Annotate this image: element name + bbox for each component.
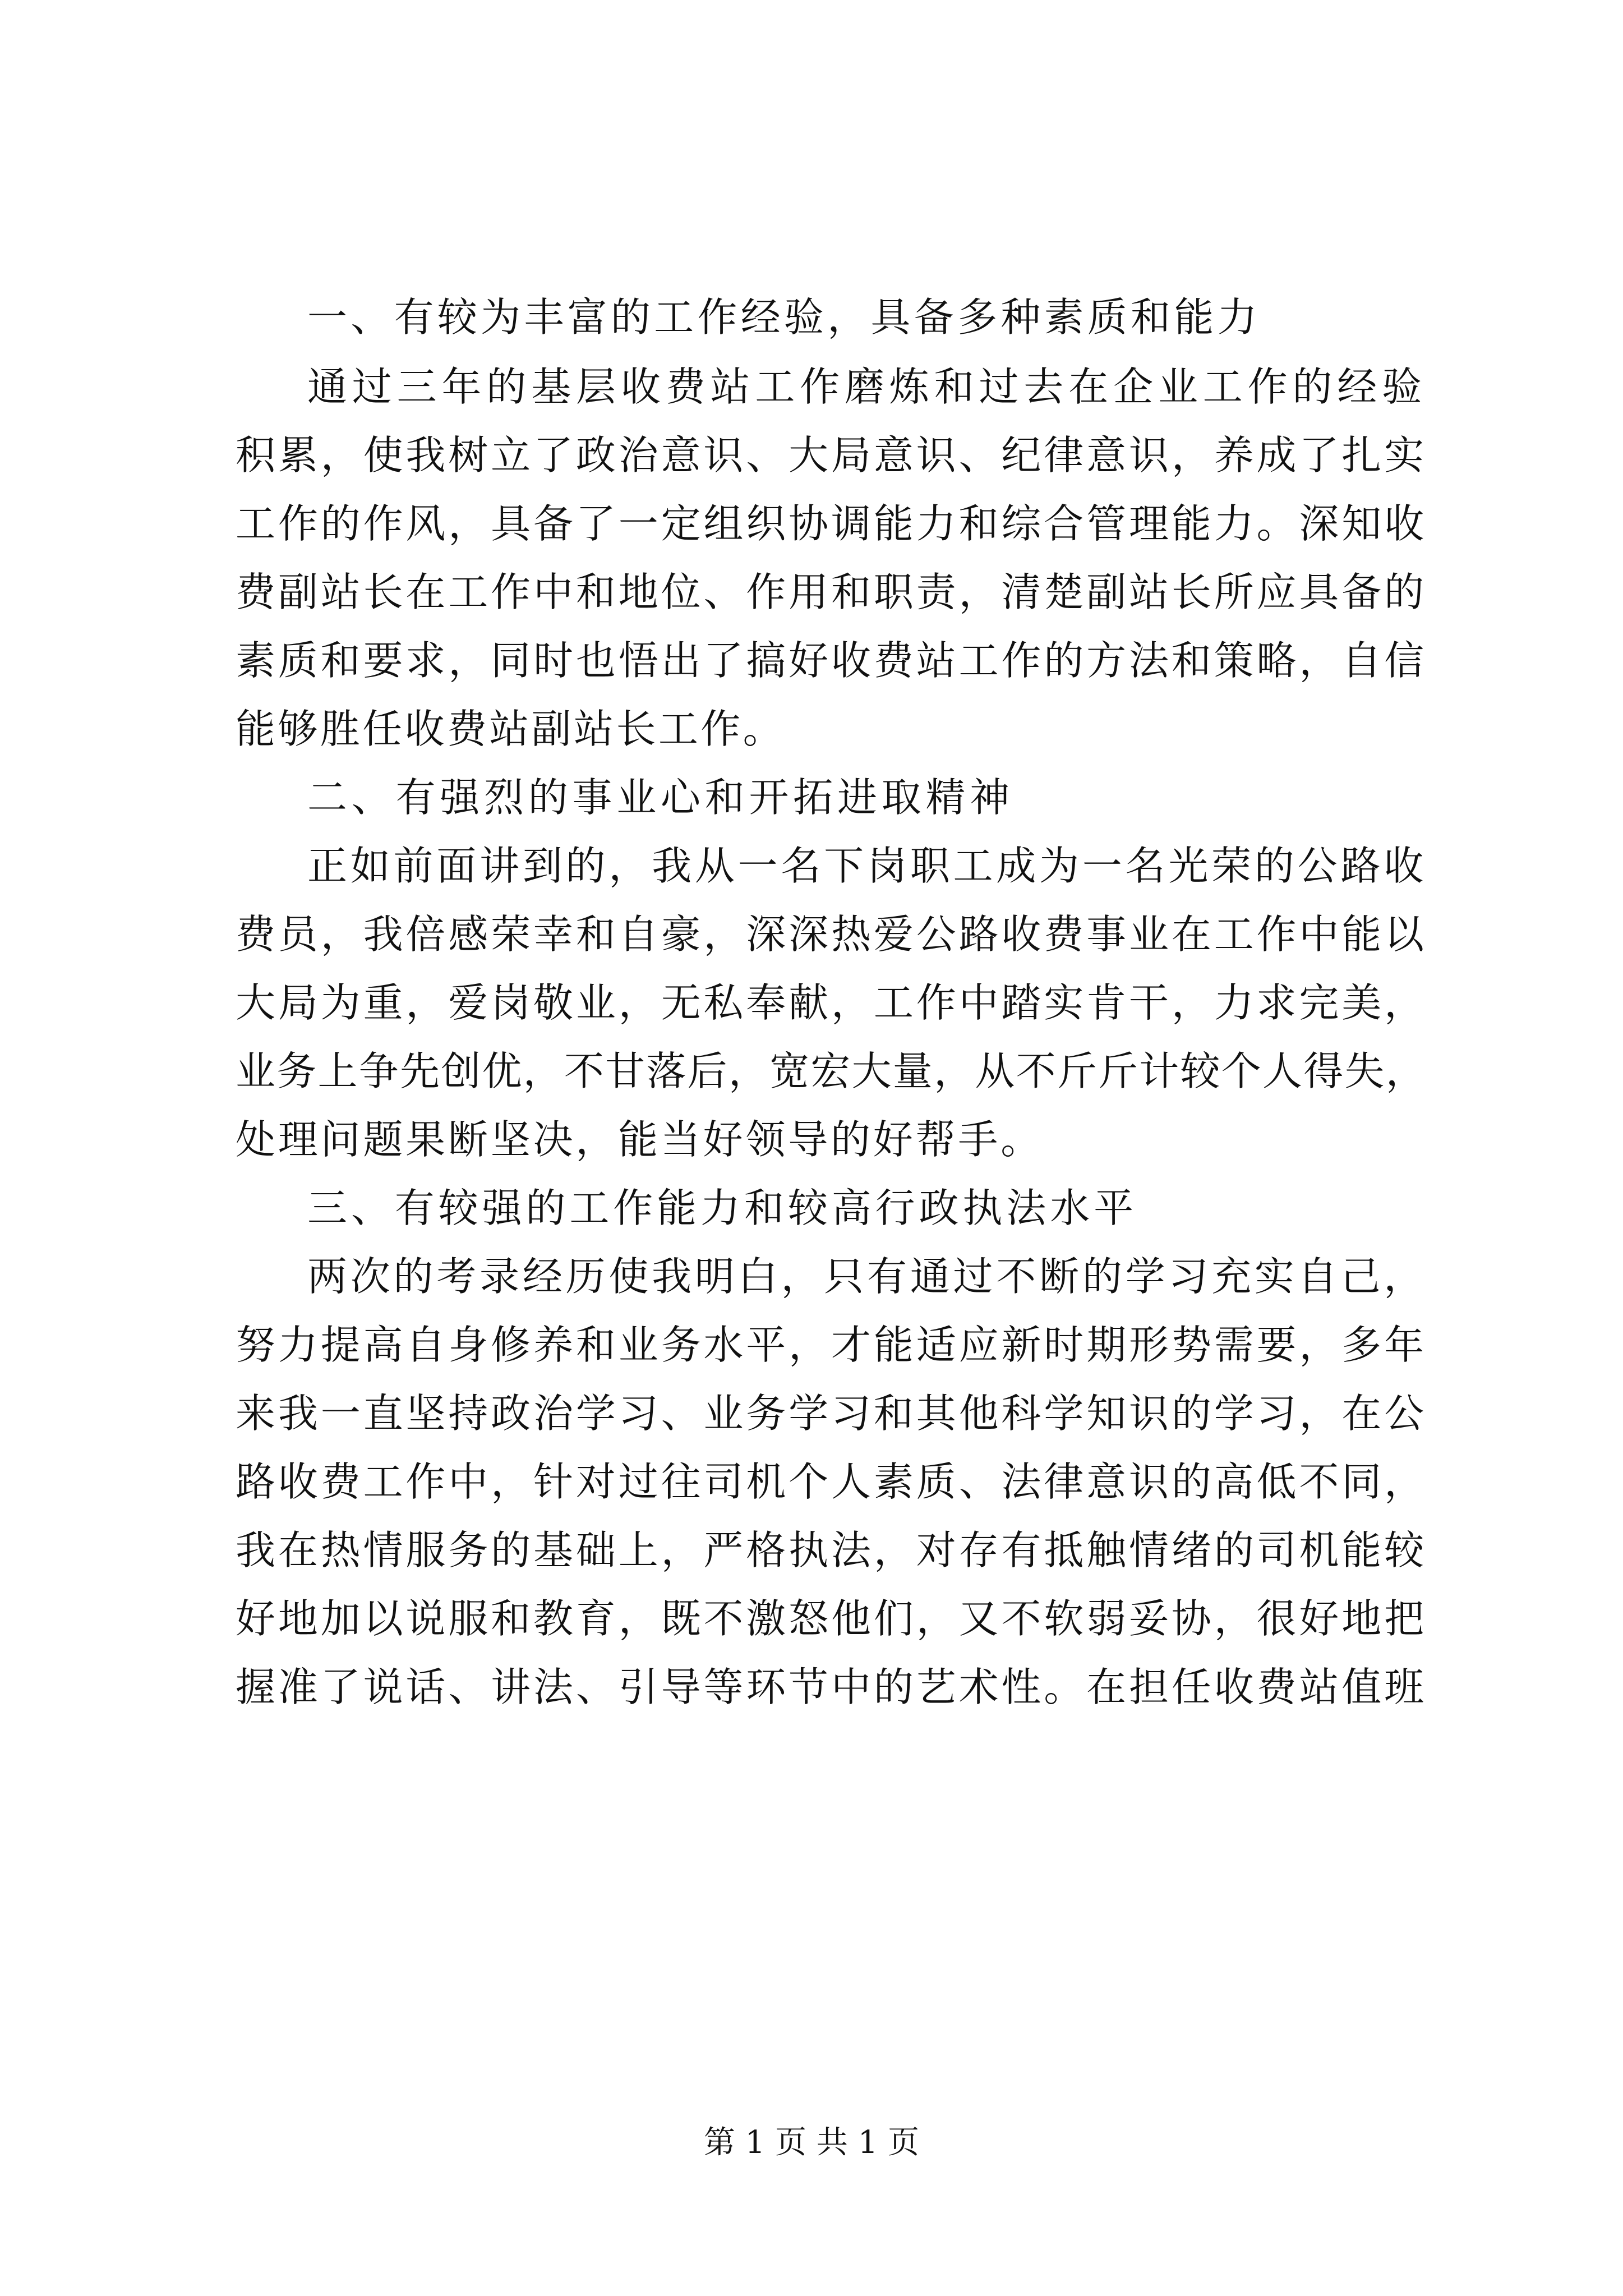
paragraph-line: 两次的考录经历使我明白，只有通过不断的学习充实自己，: [307, 1253, 1427, 1300]
paragraph-line: 我在热情服务的基础上，严格执法，对存有抵触情绪的司机能较: [236, 1527, 1427, 1573]
page-number-footer: 第 1 页 共 1 页: [703, 2124, 920, 2161]
section-heading: 三、有较强的工作能力和较高行政执法水平: [307, 1185, 1137, 1231]
paragraph-line: 好地加以说服和教育，既不激怒他们，又不软弱妥协，很好地把: [236, 1595, 1427, 1642]
section-heading: 一、有较为丰富的工作经验，具备多种素质和能力: [307, 294, 1261, 341]
paragraph-line: 大局为重，爱岗敬业，无私奉献，工作中踏实肯干，力求完美，: [236, 979, 1427, 1026]
paragraph-line: 路收费工作中，针对过往司机个人素质、法律意识的高低不同，: [236, 1458, 1427, 1505]
paragraph-line: 能够胜任收费站副站长工作。: [236, 706, 785, 752]
paragraph-line: 费员，我倍感荣幸和自豪，深深热爱公路收费事业在工作中能以: [236, 911, 1427, 958]
paragraph-line: 正如前面讲到的，我从一名下岗职工成为一名光荣的公路收: [307, 843, 1427, 889]
paragraph-line: 努力提高自身修养和业务水平，才能适应新时期形势需要，多年: [236, 1322, 1427, 1368]
paragraph-line: 费副站长在工作中和地位、作用和职责，清楚副站长所应具备的: [236, 569, 1427, 615]
paragraph-line: 握准了说话、讲法、引导等环节中的艺术性。在担任收费站值班: [236, 1664, 1427, 1710]
paragraph-line: 积累，使我树立了政治意识、大局意识、纪律意识，养成了扎实: [236, 432, 1427, 478]
paragraph-line: 素质和要求，同时也悟出了搞好收费站工作的方法和策略，自信: [236, 637, 1427, 684]
paragraph-line: 业务上争先创优，不甘落后，宽宏大量，从不斤斤计较个人得失，: [236, 1048, 1427, 1094]
paragraph-line: 工作的作风，具备了一定组织协调能力和综合管理能力。深知收: [236, 500, 1427, 547]
paragraph-line: 处理问题果断坚决，能当好领导的好帮手。: [236, 1116, 1043, 1163]
paragraph-line: 通过三年的基层收费站工作磨炼和过去在企业工作的经验: [307, 364, 1427, 410]
section-heading: 二、有强烈的事业心和开拓进取精神: [307, 774, 1014, 821]
paragraph-line: 来我一直坚持政治学习、业务学习和其他科学知识的学习，在公: [236, 1390, 1427, 1437]
